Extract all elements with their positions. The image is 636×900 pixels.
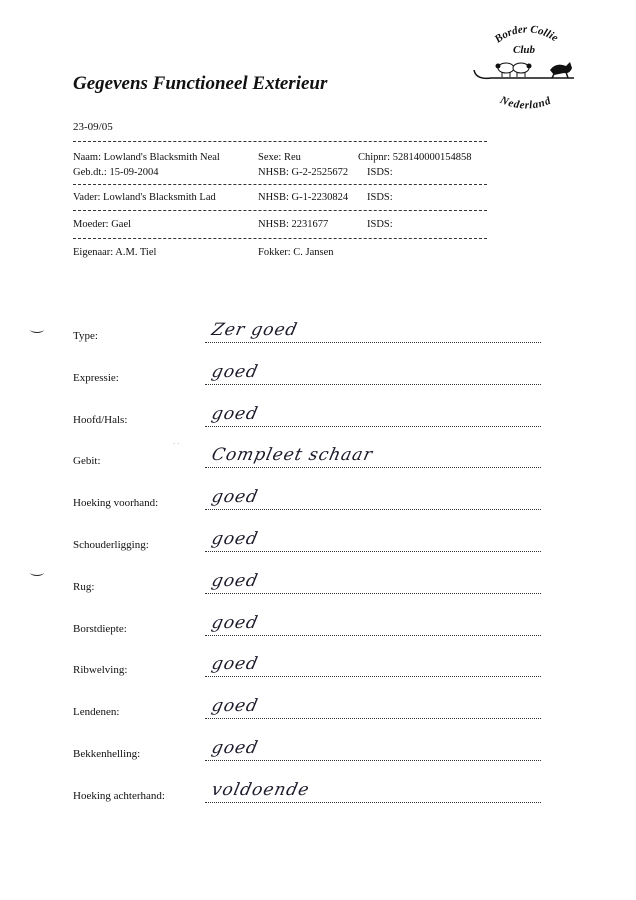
svg-text:Nederland — [497, 94, 553, 110]
field-label: Hoofd/Hals: — [73, 414, 128, 426]
dam-isds: ISDS: — [367, 219, 393, 230]
margin-mark — [30, 569, 44, 576]
answer-line — [205, 384, 541, 385]
breeder: Fokker: C. Jansen — [258, 247, 334, 258]
field-label: Lendenen: — [73, 706, 120, 718]
field-label: Hoeking achterhand: — [73, 790, 165, 802]
divider — [73, 210, 487, 211]
answer-line — [205, 342, 541, 343]
dam-name: Moeder: Gael — [73, 219, 132, 230]
handwritten-answer: goed — [209, 362, 261, 382]
dog-nhsb: NHSB: G-2-2525672 — [258, 167, 349, 178]
divider — [73, 184, 487, 185]
page-title: Gegevens Functioneel Exterieur — [73, 73, 328, 94]
handwritten-answer: goed — [209, 696, 261, 716]
answer-line — [205, 467, 541, 468]
handwritten-answer: goed — [209, 738, 261, 758]
field-label: Gebit: — [73, 455, 101, 467]
dog-sex: Sexe: Reu — [258, 152, 301, 163]
owner: Eigenaar: A.M. Tiel — [73, 247, 157, 258]
handwritten-answer: goed — [209, 613, 261, 633]
dog-chip-number: Chipnr: 528140000154858 — [358, 152, 472, 163]
handwritten-answer: Compleet schaar — [209, 445, 375, 465]
handwritten-answer: goed — [209, 529, 261, 549]
handwritten-answer: goed — [209, 654, 261, 674]
field-label: Schouderligging: — [73, 539, 149, 551]
answer-line — [205, 718, 541, 719]
divider — [73, 238, 487, 239]
logo-bottom-text: Nederland — [498, 93, 553, 110]
answer-line — [205, 551, 541, 552]
field-label: Expressie: — [73, 372, 119, 384]
dog-birthdate: Geb.dt.: 15-09-2004 — [73, 167, 159, 178]
answer-line — [205, 593, 541, 594]
sire-name: Vader: Lowland's Blacksmith Lad — [73, 192, 216, 203]
field-label: Bekkenhelling: — [73, 748, 141, 760]
dog-isds: ISDS: — [367, 167, 393, 178]
field-label: Type: — [73, 330, 98, 342]
border-collie-club-logo — [466, 20, 586, 110]
divider — [73, 141, 487, 142]
scan-speck: · · — [173, 440, 180, 448]
dog-name: Naam: Lowland's Blacksmith Neal — [73, 152, 220, 163]
form-date: 23-09/05 — [73, 121, 113, 133]
answer-line — [205, 802, 541, 803]
handwritten-answer: voldoende — [209, 780, 312, 800]
logo-club-text: Club — [512, 44, 536, 56]
handwritten-answer: goed — [209, 487, 261, 507]
margin-mark — [30, 326, 44, 333]
handwritten-answer: goed — [209, 404, 261, 424]
field-label: Borstdiepte: — [73, 623, 127, 635]
svg-text:Border Collie — [492, 23, 561, 46]
handwritten-answer: goed — [209, 571, 261, 591]
answer-line — [205, 635, 541, 636]
answer-line — [205, 760, 541, 761]
field-label: Hoeking voorhand: — [73, 497, 159, 509]
field-label: Ribwelving: — [73, 664, 128, 676]
sire-nhsb: NHSB: G-1-2230824 — [258, 192, 349, 203]
dam-nhsb: NHSB: 2231677 — [258, 219, 329, 230]
field-label: Rug: — [73, 581, 95, 593]
answer-line — [205, 509, 541, 510]
logo-top-text: Border Collie — [492, 23, 561, 46]
answer-line — [205, 426, 541, 427]
handwritten-answer: Zer goed — [209, 320, 300, 340]
answer-line — [205, 676, 541, 677]
sire-isds: ISDS: — [367, 192, 393, 203]
